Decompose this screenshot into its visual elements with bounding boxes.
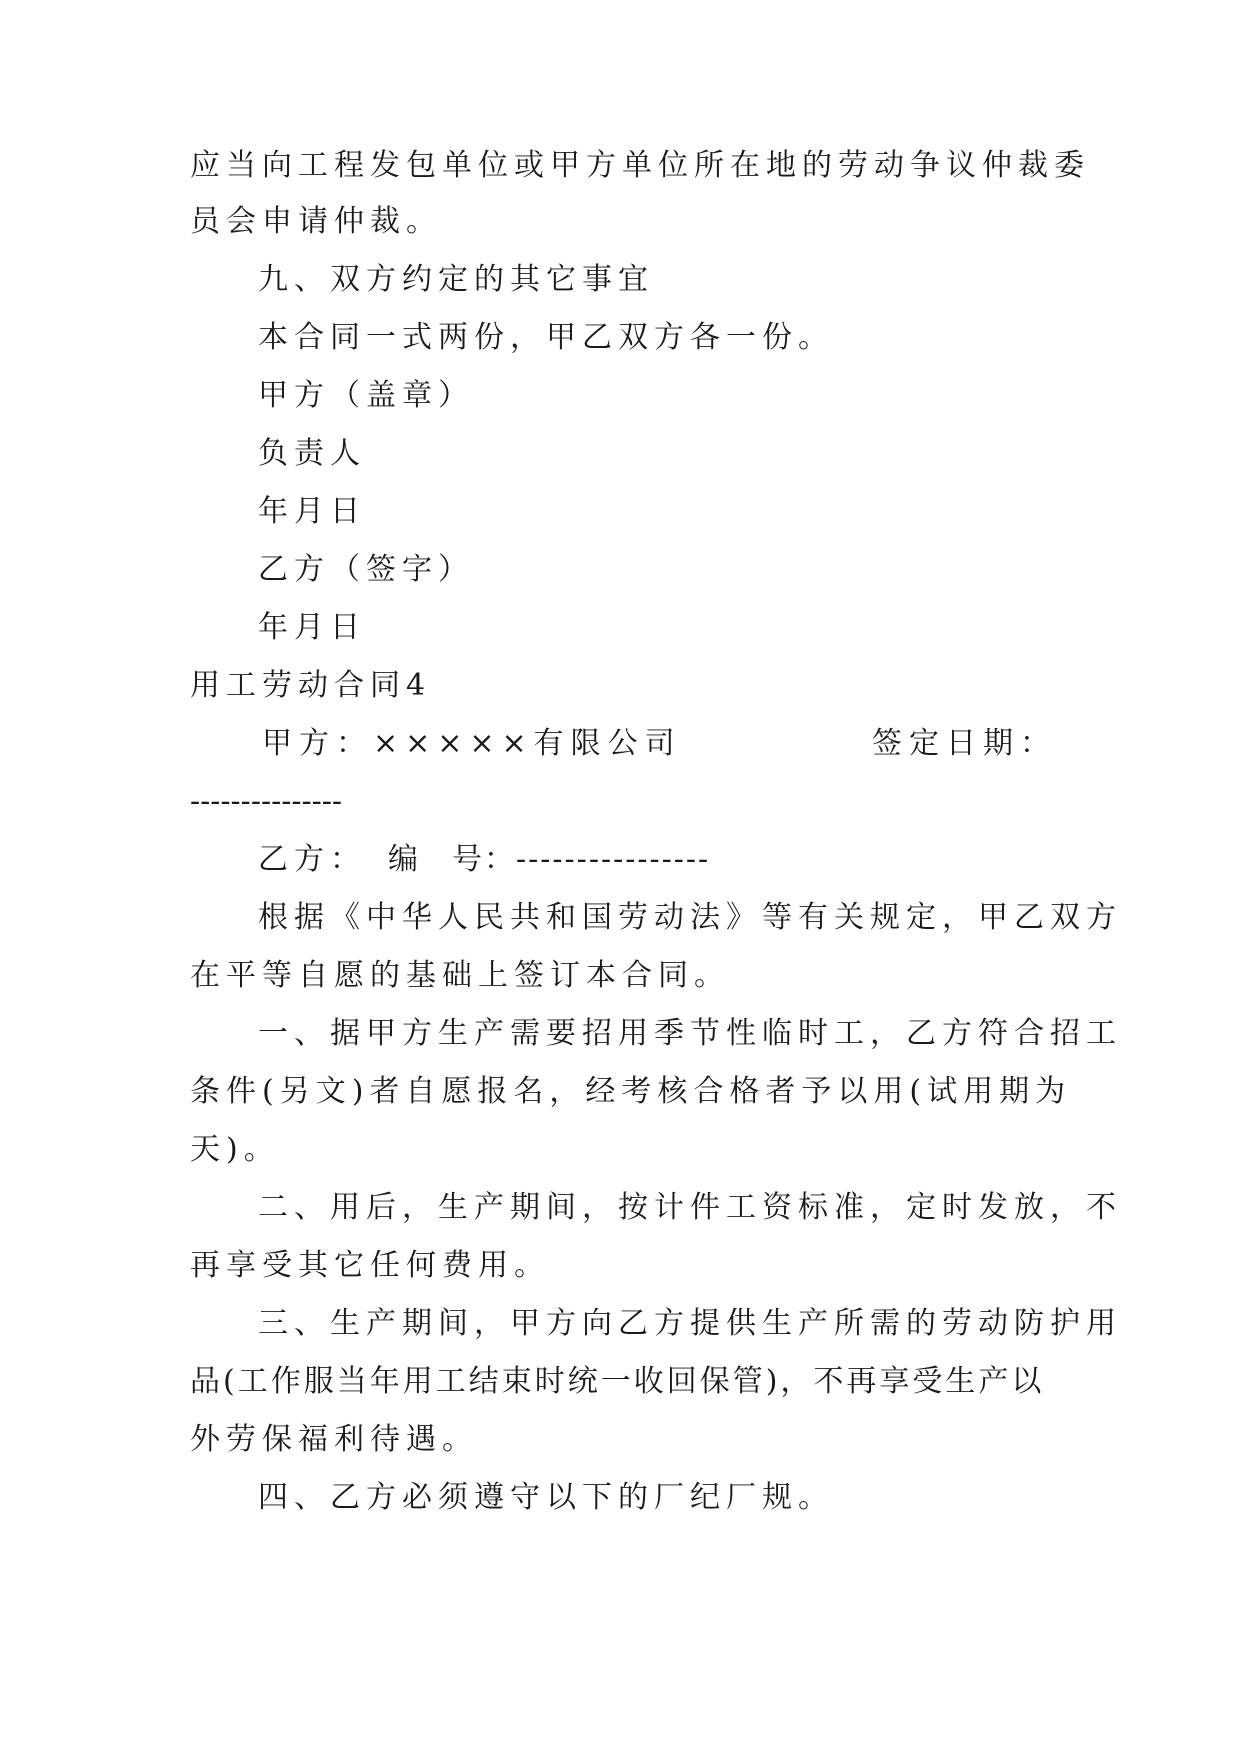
- paragraph-line: 再享受其它任何费用。: [190, 1248, 550, 1283]
- contract-number: 编 号：----------------: [388, 842, 711, 877]
- paragraph-line: 条件(另文)者自愿报名，经考核合格者予以用(试用期为: [190, 1074, 1072, 1109]
- party-b-signature-label: 乙方（签字）: [258, 552, 474, 587]
- paragraph-line: 本合同一式两份，甲乙双方各一份。: [258, 320, 834, 355]
- party-b-label: 乙方：: [258, 842, 366, 877]
- clause-four: 四、乙方必须遵守以下的厂纪厂规。: [258, 1480, 834, 1515]
- clause-three: 三、生产期间，甲方向乙方提供生产所需的劳动防护用: [258, 1306, 1122, 1341]
- party-a-seal-label: 甲方（盖章）: [258, 378, 474, 413]
- paragraph-line: 员会申请仲裁。: [190, 204, 442, 239]
- paragraph-line: 天)。: [190, 1132, 280, 1167]
- clause-one: 一、据甲方生产需要招用季节性临时工，乙方符合招工: [258, 1016, 1122, 1051]
- paragraph-line: 品(工作服当年用工结束时统一收回保管)，不再享受生产以: [190, 1364, 1045, 1399]
- document-title: 用工劳动合同4: [190, 668, 432, 703]
- date-label: 年月日: [258, 610, 366, 645]
- sign-date-label: 签定日期：: [872, 726, 1057, 761]
- sign-date-blank: ---------------: [190, 784, 343, 819]
- clause-two: 二、用后，生产期间，按计件工资标准，定时发放，不: [258, 1190, 1122, 1225]
- paragraph-line: 根据《中华人民共和国劳动法》等有关规定，甲乙双方: [258, 900, 1122, 935]
- paragraph-line: 外劳保福利待遇。: [190, 1422, 478, 1457]
- paragraph-line: 在平等自愿的基础上签订本合同。: [190, 958, 730, 993]
- responsible-person-label: 负责人: [258, 436, 366, 471]
- date-label: 年月日: [258, 494, 366, 529]
- section-heading-nine: 九、双方约定的其它事宜: [258, 262, 654, 297]
- party-a-name: 甲方：×××××有限公司: [262, 726, 682, 761]
- paragraph-line: 应当向工程发包单位或甲方单位所在地的劳动争议仲裁委: [190, 148, 1090, 183]
